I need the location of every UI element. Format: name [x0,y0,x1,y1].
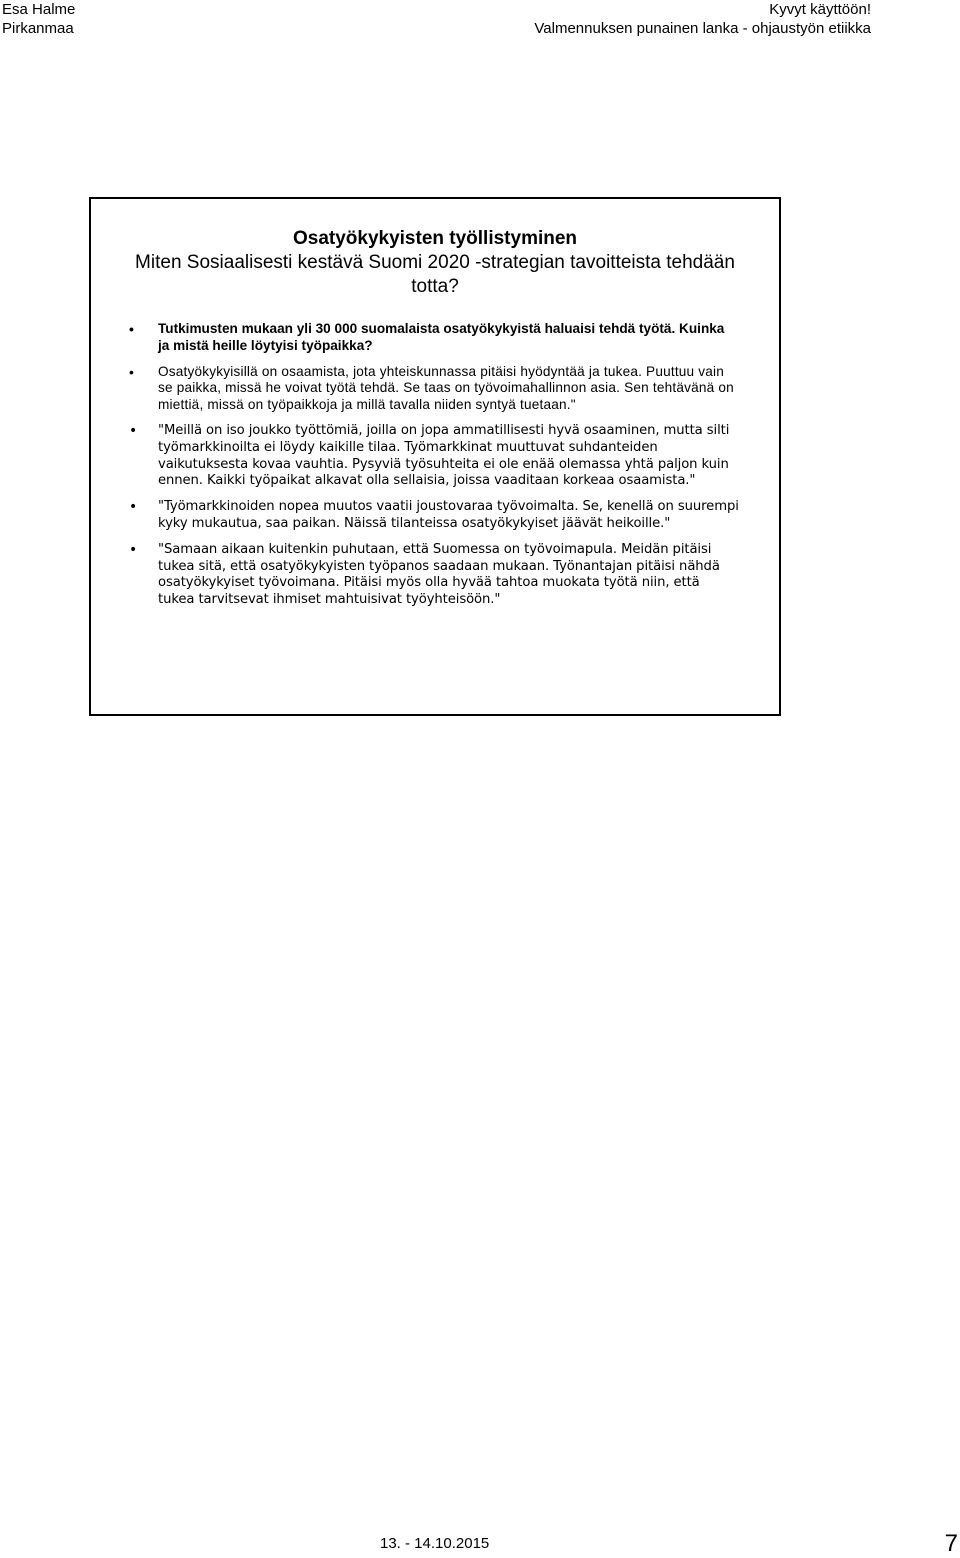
bullet-text: Tutkimusten mukaan yli 30 000 suomalaista osatyökykyistä haluaisi tehdä työtä. Kuinka ja mistä heille löytyisi työpaikka? [158,321,725,353]
bullet-icon: • [129,321,134,337]
bullet-item [129,542,739,609]
header-left [2,0,75,38]
bullet-icon: • [129,422,138,439]
bullet-icon: • [129,363,135,380]
bullet-item [129,321,739,355]
bullet-text: Osatyökykyisillä on osaamista, jota yhteiskunnassa pitäisi hyödyntää ja tukea. Puuttuu vain se paikka, missä he voivat työtä tehdä. Se taas on työvoimahallinnon asia. Sen tehtävänä on miettiä, missä on työpaikkoja ja millä tavalla niiden syntyä tuetaan." [158,363,734,413]
slide-subtitle: Miten Sosiaalisesti kestävä Suomi 2020 -strategian tavoitteista tehdään totta? [135,252,735,297]
author-name: Esa Halme [2,1,76,18]
bullet-text: "Meillä on iso joukko työttömiä, joilla on jopa ammatillisesti hyvä osaaminen, mutta silti työmarkkinoilta ei löydy kaikille tilaa. Työmarkkinat muuttuvat suhdanteiden vaikutuksesta kovaa vauhtia. Pysyviä työsuhteita ei ole enää olemassa yhtä paljon kuin ennen. Kaikki työpaikat alkavat olla sellaisia, joissa vaaditaan korkeaa osaamista." [158,422,730,489]
bullet-text: "Työmarkkinoiden nopea muutos vaatii joustovaraa työvoimalta. Se, kenellä on suurempi kyky mukautua, saa paikan. Näissä tilanteissa osatyökykyiset jäävät heikoille." [158,499,739,531]
slide-title: Osatyökykyisten työllistyminen [292,228,578,249]
document-subtitle: Valmennuksen punainen lanka - ohjaustyön etiikka [534,20,871,37]
bullet-icon: • [129,541,138,558]
document-title: Kyvyt käyttöön! [769,1,871,18]
page-number: 7 [944,1530,958,1557]
bullet-icon: • [129,499,138,516]
bullet-text: "Samaan aikaan kuitenkin puhutaan, että Suomessa on työvoimapula. Meidän pitäisi tukea sitä, että osatyökykyisten työpanos saadaan mukaan. Työnantajan pitäisi nähdä osatyökykyiset työvoimana. Pitäisi myös olla hyvää tahtoa muokata työtä niin, että tukea tarvitsevat ihmiset mahtuisivat työyhteisöön." [158,541,720,608]
header-right [534,1,871,38]
bullet-item [129,423,739,490]
bullet-item [129,364,739,414]
footer-date: 13. - 14.10.2015 [380,1535,490,1552]
region-name: Pirkanmaa [2,20,74,37]
bullet-list [129,321,739,618]
bullet-item [129,499,739,533]
slide-frame [89,197,781,716]
